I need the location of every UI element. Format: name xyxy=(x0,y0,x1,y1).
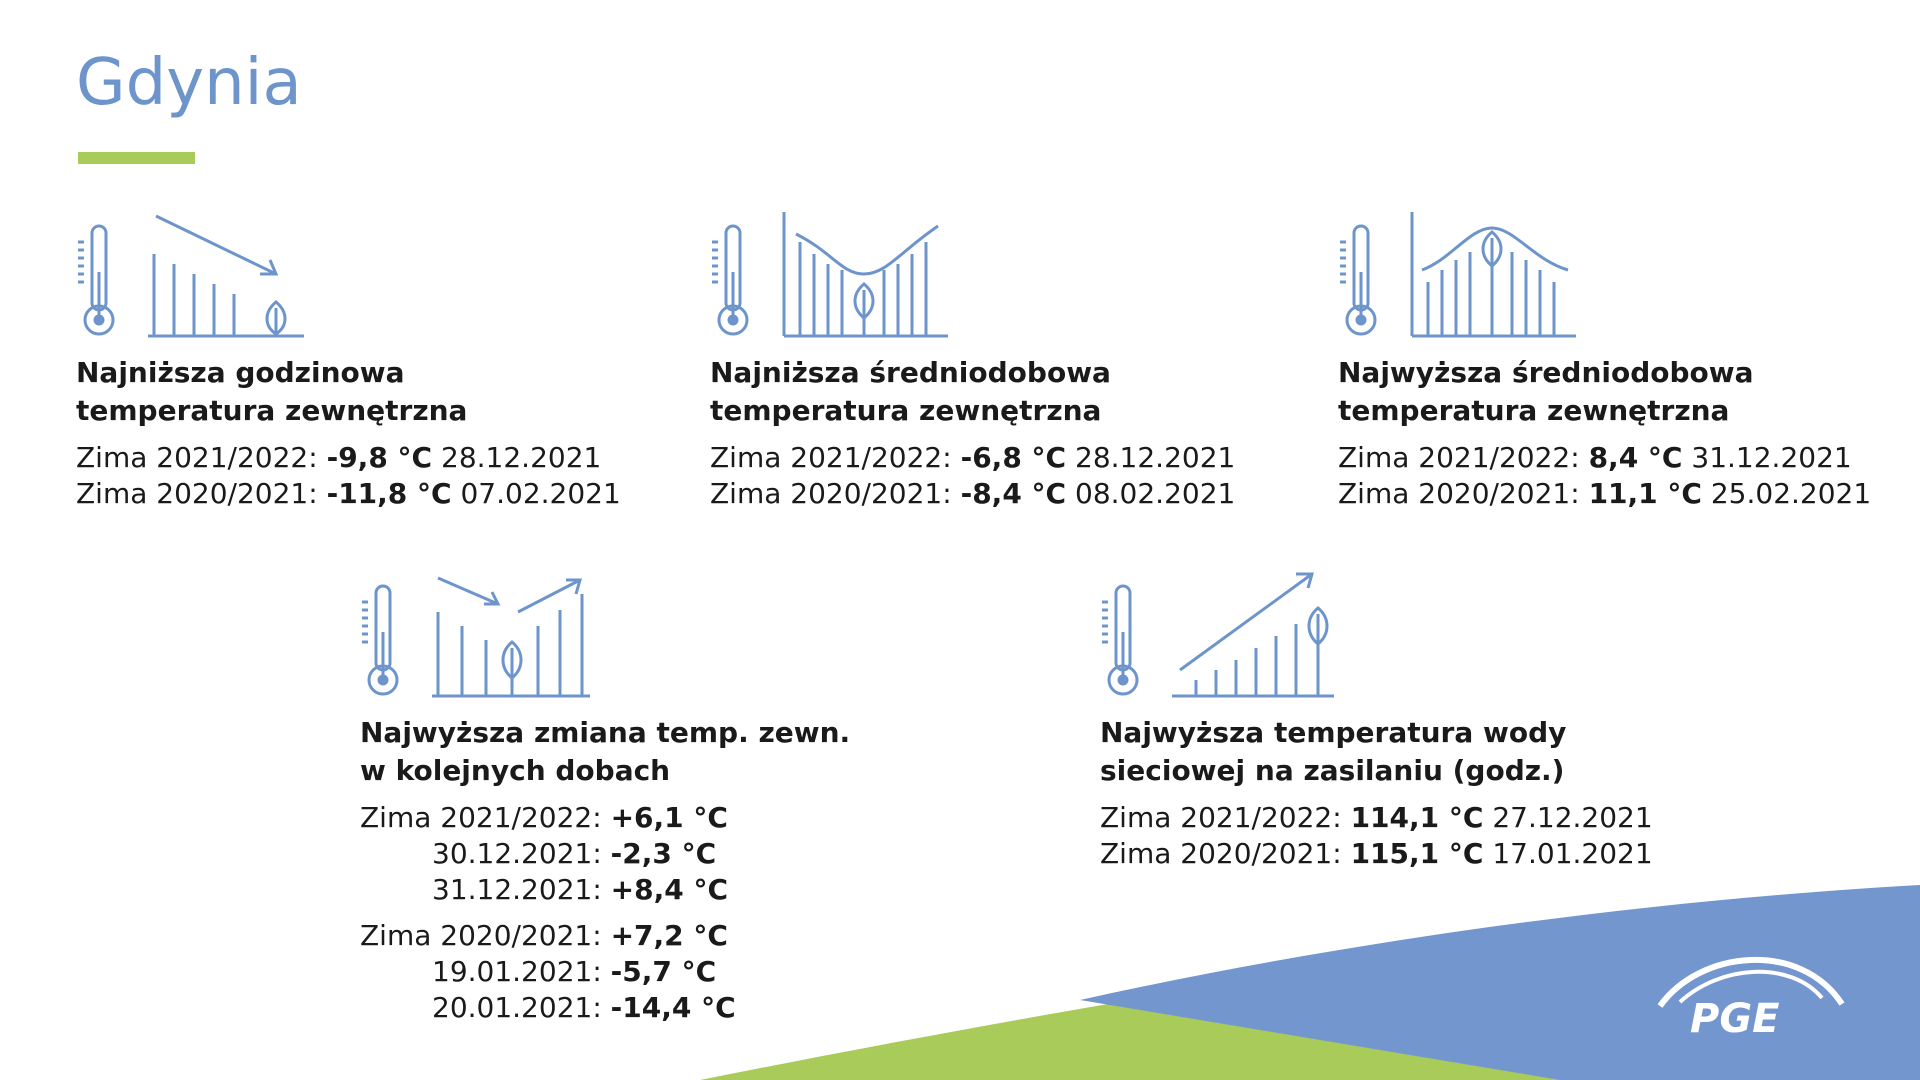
stat-block-highest-daily-avg xyxy=(1338,212,1871,512)
row-label: Zima 2020/2021: xyxy=(710,477,961,510)
row-date: 08.02.2021 xyxy=(1066,477,1236,510)
peak-chart-icon xyxy=(1410,212,1578,338)
row-value: -2,3 °C xyxy=(610,837,717,870)
block-title-line1: Najniższa średniodobowa xyxy=(710,356,1111,389)
block-title-line1: Najwyższa zmiana temp. zewn. xyxy=(360,716,851,749)
down-up-chart-icon xyxy=(432,572,592,698)
row-date: 31.12.2021 xyxy=(1682,441,1852,474)
stat-row xyxy=(360,800,850,836)
stat-row xyxy=(710,440,1235,476)
page-title: Gdynia xyxy=(76,46,302,120)
row-value: -6,8 °C xyxy=(960,441,1067,474)
stat-block-highest-change xyxy=(360,572,850,1026)
row-label: Zima 2021/2022: xyxy=(1338,441,1589,474)
row-date: 25.02.2021 xyxy=(1701,477,1872,510)
thermometer-icon xyxy=(1100,572,1144,698)
stat-row xyxy=(360,836,850,872)
block-title-line2: temperatura zewnętrzna xyxy=(710,394,1102,427)
block-title-line2: sieciowej na zasilaniu (godz.) xyxy=(1100,754,1565,787)
row-label: Zima 2020/2021: xyxy=(76,477,327,510)
row-date: 28.12.2021 xyxy=(432,441,602,474)
row-label: 19.01.2021: xyxy=(432,955,611,988)
block-title-line2: w kolejnych dobach xyxy=(360,754,671,787)
stat-row xyxy=(710,476,1235,512)
block-title-line2: temperatura zewnętrzna xyxy=(76,394,468,427)
icon-group xyxy=(1338,212,1871,338)
row-label: Zima 2021/2022: xyxy=(1100,801,1351,834)
row-label: Zima 2021/2022: xyxy=(360,801,611,834)
row-label: Zima 2020/2021: xyxy=(1100,837,1351,870)
row-label: Zima 2021/2022: xyxy=(76,441,327,474)
thermometer-icon xyxy=(360,572,404,698)
icon-group xyxy=(360,572,850,698)
thermometer-icon xyxy=(710,212,754,338)
row-value: -5,7 °C xyxy=(610,955,717,988)
stat-row xyxy=(1100,836,1653,872)
block-title-line1: Najwyższa temperatura wody xyxy=(1100,716,1567,749)
thermometer-icon xyxy=(76,212,120,338)
stat-row xyxy=(76,440,621,476)
stat-row xyxy=(360,954,850,990)
row-value: +7,2 °C xyxy=(610,919,728,952)
increasing-chart-icon xyxy=(1172,572,1336,698)
row-date: 07.02.2021 xyxy=(451,477,621,510)
row-label: 31.12.2021: xyxy=(432,873,611,906)
icon-group xyxy=(76,212,621,338)
row-value: -8,4 °C xyxy=(960,477,1067,510)
stat-row xyxy=(360,918,850,954)
row-label: Zima 2020/2021: xyxy=(1338,477,1589,510)
icon-group xyxy=(1100,572,1653,698)
row-date: 17.01.2021 xyxy=(1483,837,1653,870)
icon-group xyxy=(710,212,1235,338)
row-date: 28.12.2021 xyxy=(1066,441,1236,474)
row-value: -11,8 °C xyxy=(326,477,452,510)
row-value: +8,4 °C xyxy=(610,873,729,906)
block-title-line1: Najniższa godzinowa xyxy=(76,356,405,389)
row-value: +6,1 °C xyxy=(610,801,728,834)
row-value: 11,1 °C xyxy=(1588,477,1702,510)
stat-block-lowest-hourly xyxy=(76,212,621,512)
row-date: 27.12.2021 xyxy=(1483,801,1653,834)
stat-row xyxy=(1100,800,1653,836)
row-value: -14,4 °C xyxy=(610,991,736,1024)
row-value: -9,8 °C xyxy=(326,441,433,474)
row-value: 8,4 °C xyxy=(1588,441,1683,474)
block-title-line2: temperatura zewnętrzna xyxy=(1338,394,1730,427)
pge-logo-text: PGE xyxy=(1690,996,1780,1042)
stat-row xyxy=(360,872,850,908)
row-value: 115,1 °C xyxy=(1350,837,1484,870)
thermometer-icon xyxy=(1338,212,1382,338)
row-label: Zima 2020/2021: xyxy=(360,919,611,952)
row-label: 30.12.2021: xyxy=(432,837,611,870)
stat-row xyxy=(1338,476,1871,512)
decreasing-chart-icon xyxy=(148,212,304,338)
title-underline xyxy=(78,152,195,164)
row-value: 114,1 °C xyxy=(1350,801,1484,834)
stat-row xyxy=(76,476,621,512)
row-label: Zima 2021/2022: xyxy=(710,441,961,474)
block-title-line1: Najwyższa średniodobowa xyxy=(1338,356,1754,389)
row-label: 20.01.2021: xyxy=(432,991,611,1024)
stat-block-highest-water-temp xyxy=(1100,572,1653,872)
stat-row xyxy=(360,990,850,1026)
stat-row xyxy=(1338,440,1871,476)
valley-chart-icon xyxy=(782,212,950,338)
stat-block-lowest-daily-avg xyxy=(710,212,1235,512)
